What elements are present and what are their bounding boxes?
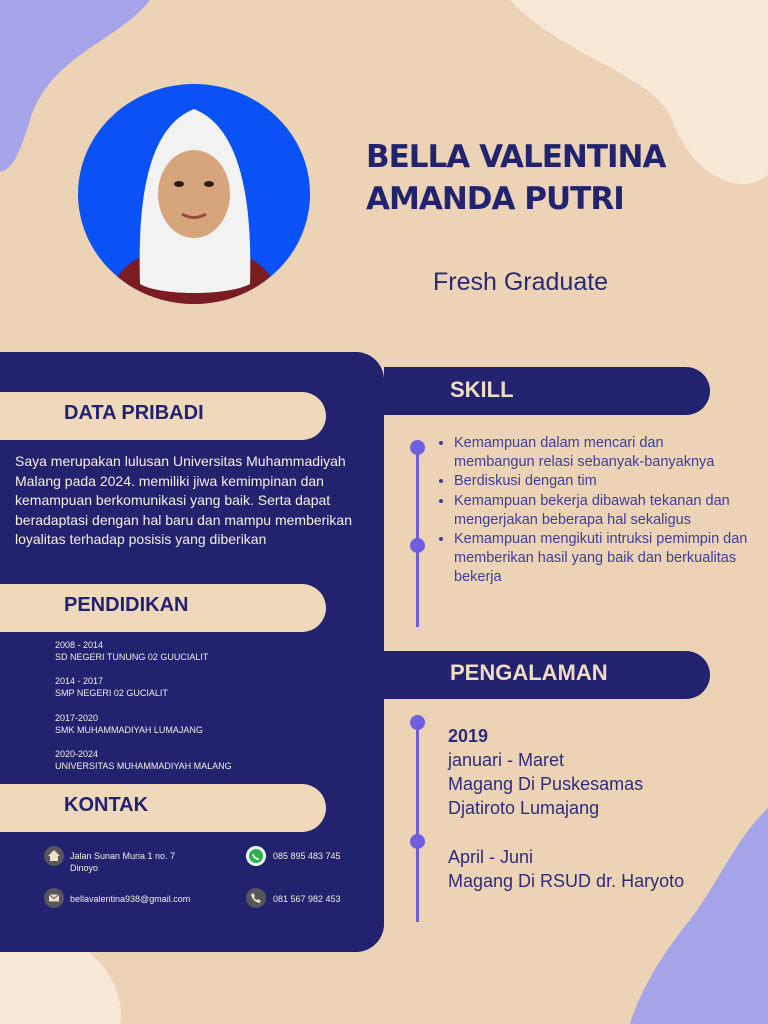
section-header-kontak: [0, 784, 326, 832]
phone-number[interactable]: 081 567 982 453: [273, 894, 341, 904]
section-title: PENDIDIKAN: [64, 594, 189, 616]
email-address[interactable]: bellavalentina938@gmail.com: [70, 894, 191, 904]
skill-item: • Kemampuan mengikuti intruksi pemimpin dan memberikan hasil yang baik dan berkualitas bekerja: [454, 530, 748, 588]
address-text: [70, 850, 175, 874]
timeline-dot: [410, 538, 425, 553]
section-header-pengalaman: [384, 651, 710, 699]
experience-year: 2019: [448, 726, 489, 746]
personal-summary: Saya merupakan lulusan Universitas Muhammadiyah Malang pada 2024. memiliki jiwa kemimpinan dan kemampuan berkomunikasi yang baik. Serta dapat beradaptasi dengan hal baru dan mampu memberikan loyalitas terhadap posisis yang diberikan: [15, 453, 352, 547]
education-school: SMK MUHAMMADIYAH LUMAJANG: [55, 725, 203, 735]
job-title: Fresh Graduate: [433, 268, 609, 296]
skill-item: • Kemampuan bekerja dibawah tekanan dan mengerjakan beberapa hal sekaligus: [454, 492, 748, 530]
address-line-1: Jalan Sunan Muria 1 no. 7: [70, 851, 176, 861]
whatsapp-number[interactable]: 085 895 483 745: [273, 851, 341, 861]
experience-entry: [448, 845, 684, 893]
experience-timeline: [416, 722, 419, 922]
experience-line: Djatiroto Lumajang: [448, 798, 600, 818]
experience-period: April - Juni: [448, 847, 534, 867]
education-school: UNIVERSITAS MUHAMMADIYAH MALANG: [55, 761, 232, 771]
education-years: 2017-2020: [55, 713, 99, 723]
education-item: [55, 675, 168, 699]
education-item: [55, 748, 232, 772]
experience-entry: [448, 748, 643, 820]
section-header-pendidikan: [0, 584, 326, 632]
timeline-dot: [410, 715, 425, 730]
whatsapp-icon: [246, 846, 266, 866]
education-school: SMP NEGERI 02 GUCIALIT: [55, 688, 168, 698]
section-title: DATA PRIBADI: [64, 402, 204, 424]
name-line-2: AMANDA PUTRI: [366, 181, 624, 217]
mail-icon: [44, 888, 64, 908]
skill-list: [436, 434, 748, 588]
section-header-data-pribadi: [0, 392, 326, 440]
experience-line: Magang Di RSUD dr. Haryoto: [448, 871, 685, 891]
experience-line: Magang Di Puskesamas: [448, 774, 644, 794]
education-item: [55, 639, 208, 663]
skill-timeline: [416, 445, 419, 627]
section-title: PENGALAMAN: [450, 660, 608, 685]
education-years: 2014 - 2017: [55, 676, 104, 686]
education-years: 2008 - 2014: [55, 640, 104, 650]
home-icon: [44, 846, 64, 866]
full-name: [366, 136, 746, 220]
phone-icon: [246, 888, 266, 908]
education-school: SD NEGERI TUNUNG 02 GUUCIALIT: [55, 652, 209, 662]
section-title: SKILL: [450, 377, 514, 402]
name-line-1: BELLA VALENTINA: [366, 139, 666, 175]
section-title: KONTAK: [64, 794, 149, 816]
profile-photo: [78, 84, 310, 304]
timeline-dot: [410, 834, 425, 849]
section-header-skill: [384, 367, 710, 415]
address-line-2: Dinoyo: [70, 863, 99, 873]
education-item: [55, 712, 203, 736]
experience-period: januari - Maret: [448, 750, 565, 770]
skill-item: • Berdiskusi dengan tim: [454, 472, 748, 491]
skill-item: • Kemampuan dalam mencari dan membangun relasi sebanyak-banyaknya: [454, 434, 748, 472]
timeline-dot: [410, 440, 425, 455]
education-years: 2020-2024: [55, 749, 99, 759]
